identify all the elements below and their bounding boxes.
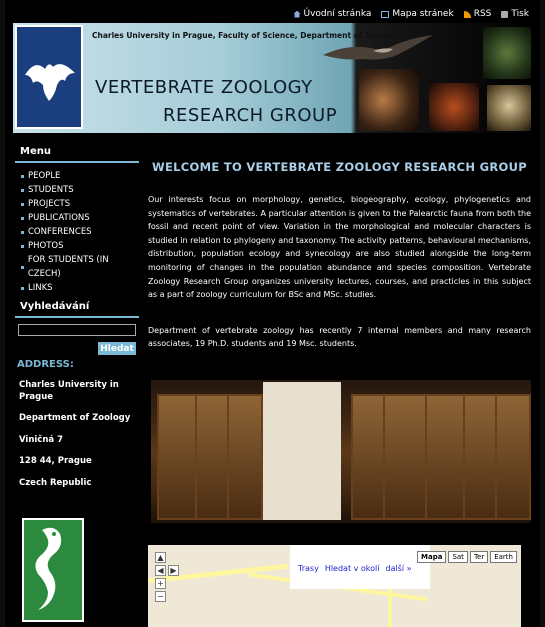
menu-item-publications[interactable]: PUBLICATIONS <box>21 211 139 225</box>
pan-up-icon[interactable]: ▲ <box>155 552 166 563</box>
map-controls <box>154 551 180 603</box>
menu-item-projects[interactable]: PROJECTS <box>21 197 139 211</box>
address-line: Czech Republic <box>19 477 92 488</box>
map-tab-map[interactable]: Mapa <box>417 551 446 563</box>
members-paragraph: Department of vertebrate zoology has recently 7 internal members and many research associates, 19 Ph.D. students and 19 Msc. students. <box>148 325 531 349</box>
lizard-photo <box>483 27 531 79</box>
bird-photo <box>313 29 443 69</box>
search-button[interactable]: Hledat <box>98 342 136 355</box>
menu-item-links[interactable]: LINKS <box>21 281 139 295</box>
toplink-rss[interactable]: RSS <box>464 9 492 19</box>
map-tab-terrain[interactable]: Ter <box>470 551 488 563</box>
menu-item-for-students[interactable]: FOR STUDENTS (IN CZECH) <box>21 253 139 281</box>
salamander-icon <box>24 520 82 620</box>
address-line: Charles University in Prague <box>19 380 119 402</box>
map-link-more[interactable]: další » <box>385 564 412 573</box>
toplink-home[interactable]: Úvodní stránka <box>294 9 372 19</box>
address-title: ADDRESS: <box>17 359 74 370</box>
menu-title: Menu <box>20 146 51 157</box>
map-info-bubble <box>290 545 430 589</box>
search-title: Vyhledávání <box>20 301 90 312</box>
menu-item-conferences[interactable]: CONFERENCES <box>21 225 139 239</box>
pan-right-icon[interactable]: ▶ <box>168 565 179 576</box>
map-type-tabs <box>417 551 517 563</box>
marten-photo <box>359 69 419 131</box>
welcome-heading: WELCOME TO VERTEBRATE ZOOLOGY RESEARCH GROUP <box>152 160 527 174</box>
intro-paragraph: Our interests focus on morphology, genetics, biogeography, ecology, phylogenetics and systematics of vertebrates. A particular attention is given to the Palearctic fauna from both the fossil and recent point of view. Variation in the morphological and molecular characters is studied in relation to phylogeny and taxonomy. The activity patterns, behavioural mechanisms, distribution, population ecology and synecology are also studied alongside the long-term monitoring of changes in the population abundance and species composition. Vertebrate Zoology Research Group organizes university lectures, courses, and practicles in this subject as a part of zoology curriculum for BSc and MSc. studies. <box>148 195 531 300</box>
owl-photo <box>487 85 531 131</box>
search-input[interactable] <box>18 324 136 336</box>
map-link-routes[interactable]: Trasy <box>298 564 319 573</box>
sitemap-icon <box>381 11 389 18</box>
top-links <box>294 9 529 19</box>
site-title-line1: VERTEBRATE ZOOLOGY <box>95 77 313 98</box>
university-line: Charles University in Prague, Faculty of Science, Department of Zoology <box>92 31 399 40</box>
frog-photo <box>429 83 479 131</box>
zoom-in-icon[interactable]: + <box>155 578 166 589</box>
header-banner <box>13 23 533 133</box>
address-block <box>15 380 139 489</box>
toplink-print[interactable]: Tisk <box>501 9 529 19</box>
map-tab-earth[interactable]: Earth <box>490 551 517 563</box>
address-line: Viničná 7 <box>19 434 64 445</box>
print-icon <box>501 11 508 18</box>
bat-icon <box>21 55 79 105</box>
menu-item-people[interactable]: PEOPLE <box>21 169 139 183</box>
main-content <box>148 150 531 373</box>
search-divider <box>15 316 139 318</box>
menu-item-students[interactable]: STUDENTS <box>21 183 139 197</box>
menu-divider <box>15 161 139 163</box>
home-icon <box>294 11 301 18</box>
bat-logo[interactable] <box>15 25 83 129</box>
address-line: Department of Zoology <box>19 413 131 423</box>
rss-icon <box>464 11 471 18</box>
site-title-line2: RESEARCH GROUP <box>163 105 338 126</box>
address-line: 128 44, Prague <box>19 456 92 466</box>
map-link-search-nearby[interactable]: Hledat v okolí <box>324 564 380 573</box>
map-tab-satellite[interactable]: Sat <box>448 551 467 563</box>
main-menu <box>15 169 139 295</box>
pan-left-icon[interactable]: ◀ <box>155 565 166 576</box>
menu-item-photos[interactable]: PHOTOS <box>21 239 139 253</box>
salamander-logo[interactable] <box>22 518 84 622</box>
sidebar <box>15 140 139 489</box>
toplink-sitemap[interactable]: Mapa stránek <box>381 9 453 19</box>
zoom-out-icon[interactable]: − <box>155 591 166 602</box>
museum-photo <box>151 380 531 523</box>
google-map[interactable] <box>148 545 521 627</box>
